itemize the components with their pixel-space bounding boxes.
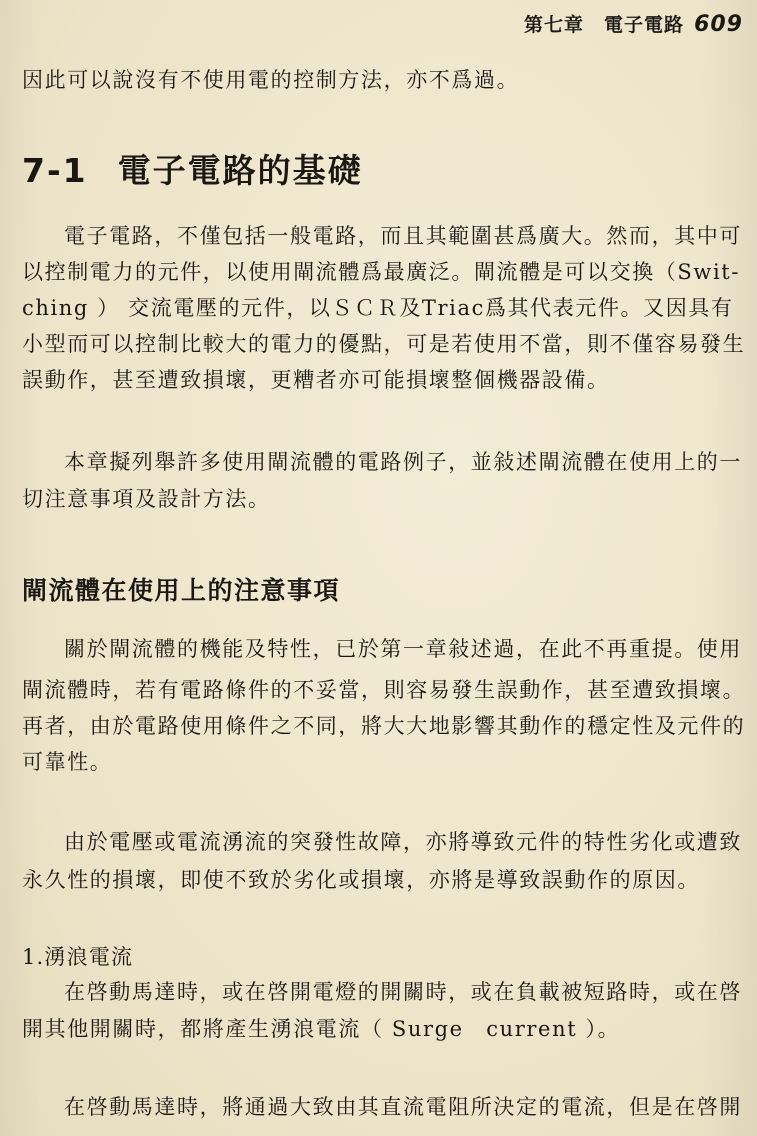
paragraph-line: 以控制電力的元件，以使用閘流體爲最廣泛。閘流體是可以交換（Swit- — [22, 260, 741, 284]
page-number: 609 — [694, 12, 743, 37]
paragraph-line: 閘流體時，若有電路條件的不妥當，則容易發生誤動作，甚至遭致損壞。 — [22, 678, 746, 702]
section-number: 7-1 — [22, 151, 88, 190]
section-title: 電子電路的基礎 — [117, 151, 363, 190]
paragraph-line: 在啓動馬達時，或在啓開電燈的開關時，或在負載被短路時，或在啓 — [64, 980, 742, 1004]
paragraph-line: ching ） 交流電壓的元件，以ＳＣＲ及Triac爲其代表元件。又因具有 — [22, 296, 734, 320]
paragraph-line: 再者，由於電路使用條件之不同，將大大地影響其動作的穩定性及元件的 — [22, 714, 746, 738]
paragraph-line: 本章擬列舉許多使用閘流體的電路例子，並敍述閘流體在使用上的一 — [64, 450, 742, 474]
intro-line: 因此可以說沒有不使用電的控制方法，亦不爲過。 — [22, 68, 520, 92]
paragraph-line: 可靠性。 — [22, 750, 113, 774]
paragraph-line: 誤動作，甚至遭致損壞，更糟者亦可能損壞整個機器設備。 — [22, 368, 610, 392]
paragraph-line: 在啓動馬達時，將通過大致由其直流電阻所決定的電流，但是在啓開 — [64, 1095, 742, 1119]
item-heading: 1.湧浪電流 — [22, 945, 134, 969]
running-head — [524, 10, 743, 37]
paragraph-line: 小型而可以控制比較大的電力的優點，可是若使用不當，則不僅容易發生 — [22, 332, 746, 356]
paragraph-line: 開其他開關時，都將產生湧浪電流（ Surge current ）。 — [22, 1017, 621, 1041]
paragraph-line: 關於閘流體的機能及特性，已於第一章敍述過，在此不再重提。使用 — [64, 637, 742, 661]
subsection-heading: 閘流體在使用上的注意事項 — [22, 576, 341, 605]
paragraph-line: 由於電壓或電流湧流的突發性故障，亦將導致元件的特性劣化或遭致 — [64, 830, 742, 854]
chapter-title: 第七章 電子電路 — [524, 14, 685, 36]
paragraph-line: 永久性的損壞，即使不致於劣化或損壞，亦將是導致誤動作的原因。 — [22, 868, 700, 892]
paragraph-line: 切注意事項及設計方法。 — [22, 487, 271, 511]
paragraph-line: 電子電路，不僅包括一般電路，而且其範圍甚爲廣大。然而，其中可 — [64, 224, 742, 248]
section-heading — [22, 145, 363, 192]
